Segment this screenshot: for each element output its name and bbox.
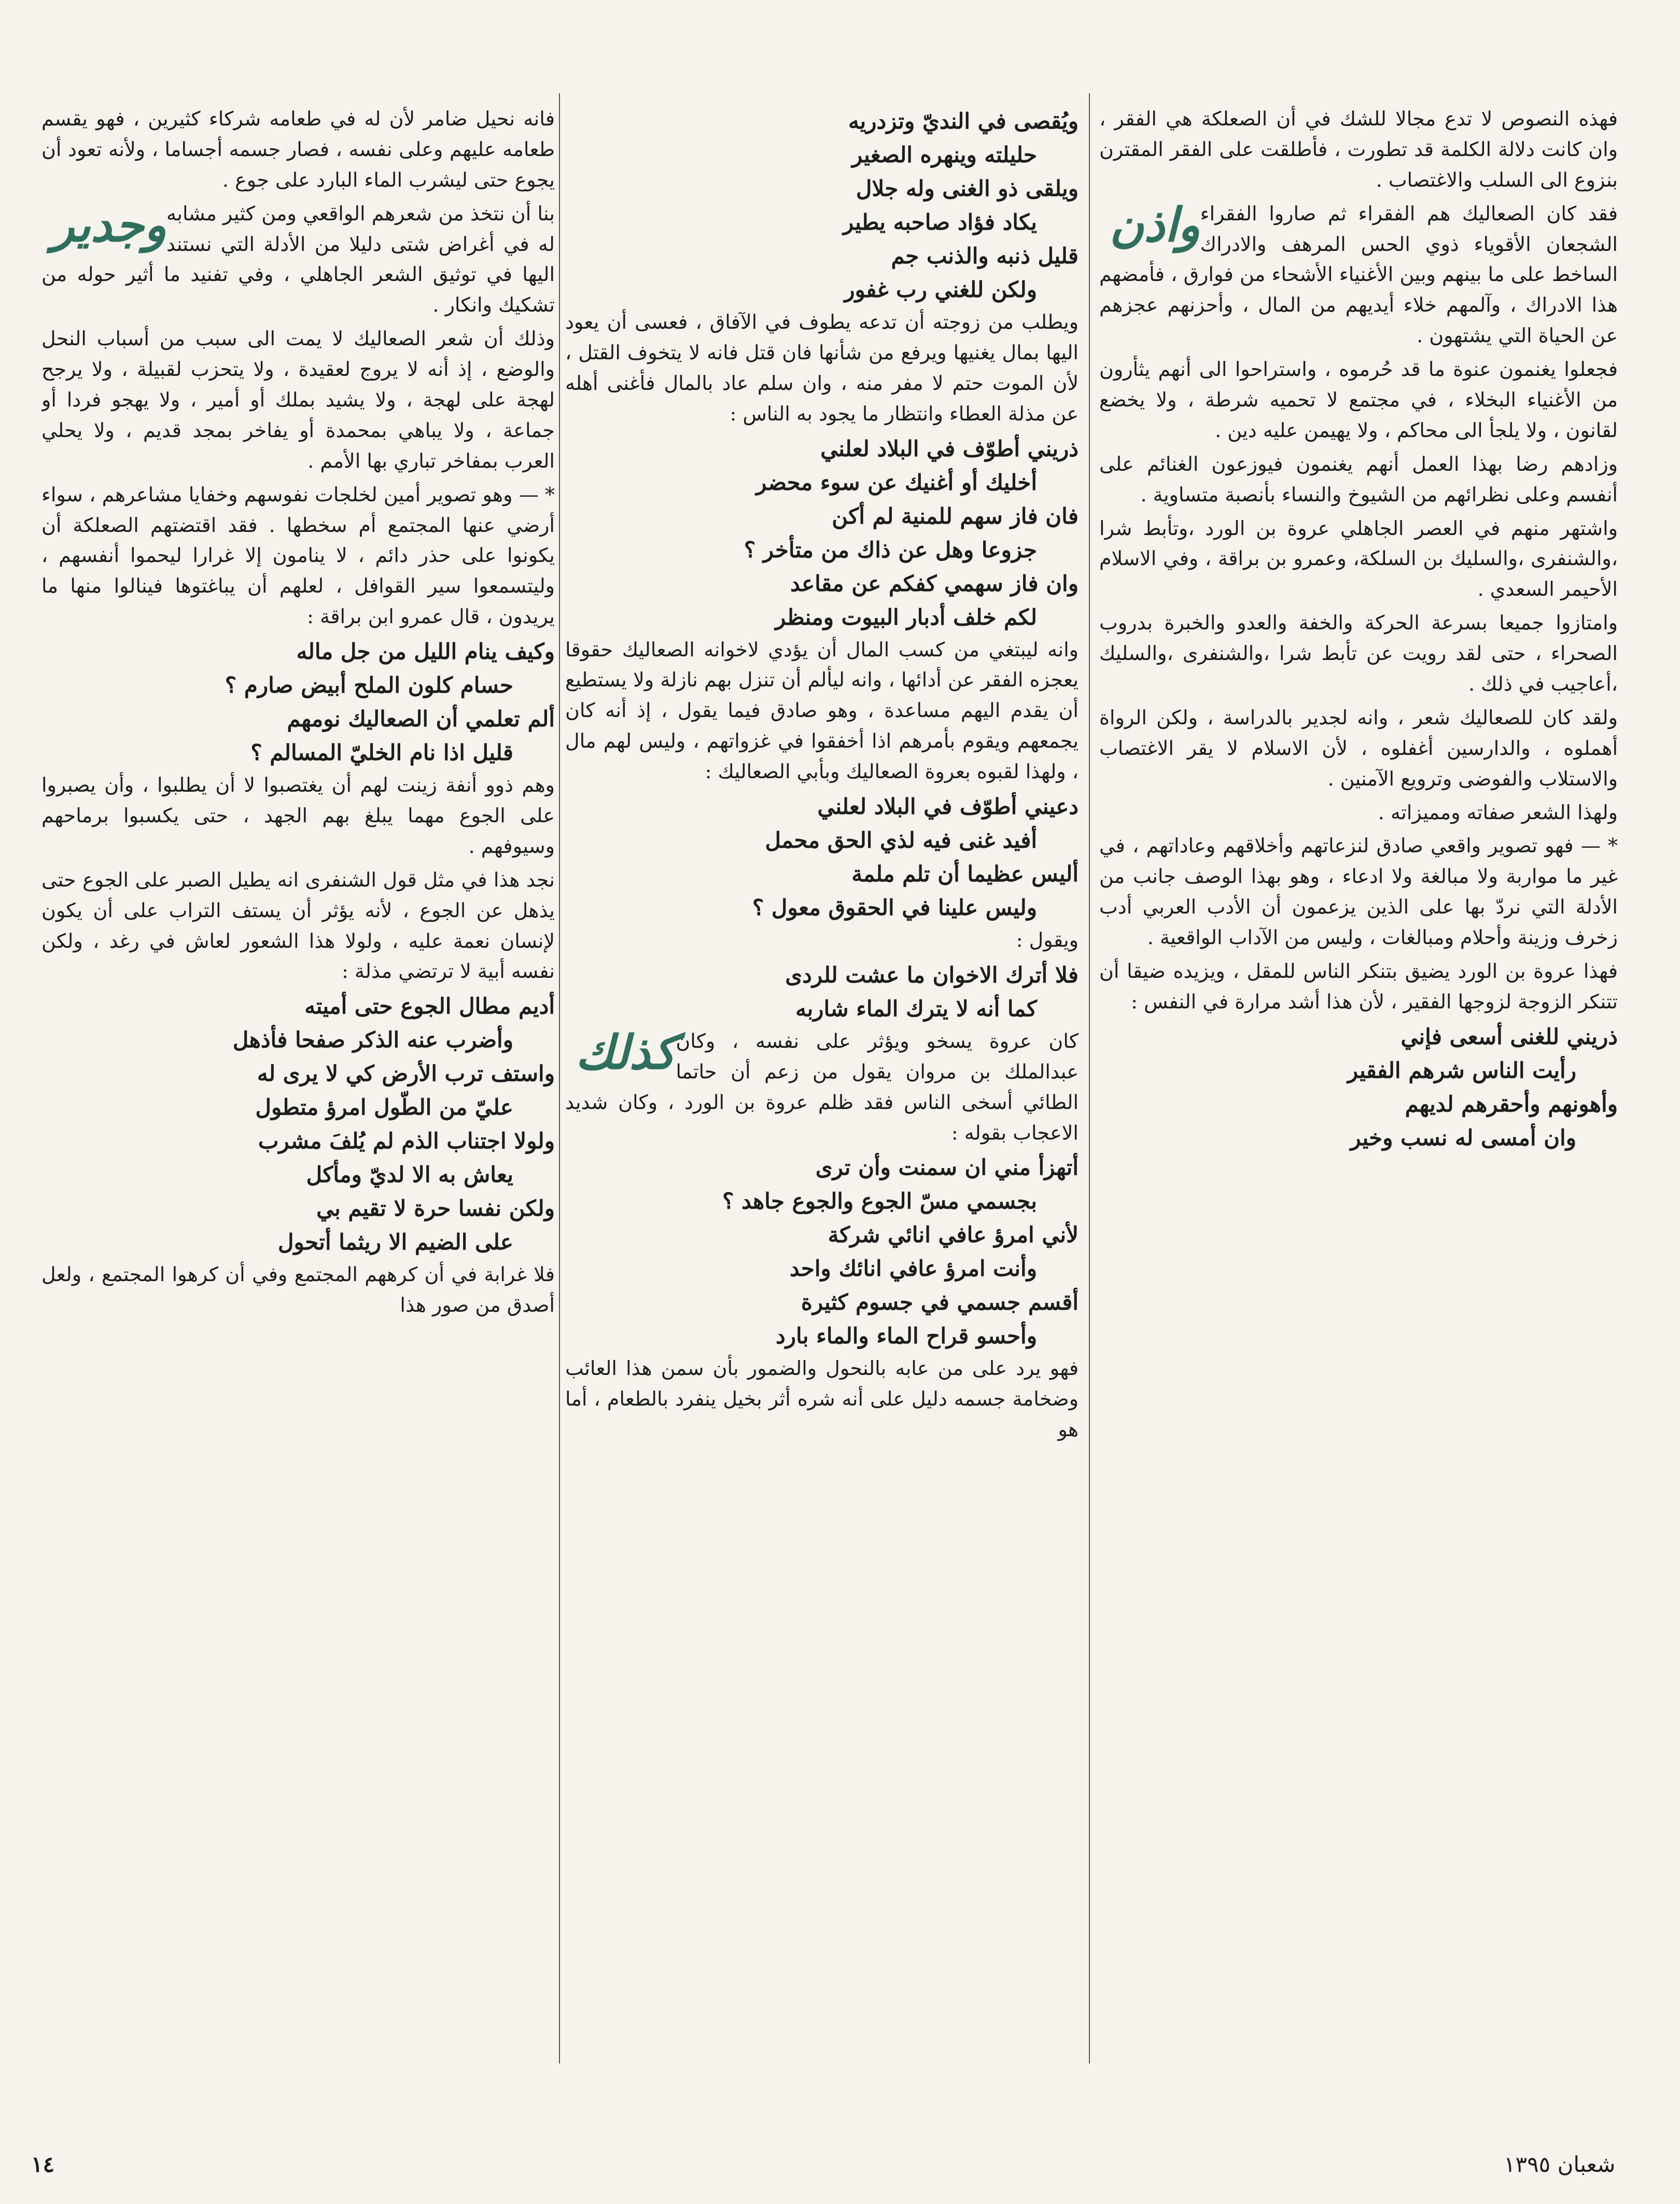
paragraph: * — وهو تصوير أمين لخلجات نفوسهم وخفايا مشاعرهم ، سواء أرضي عنها المجتمع أم سخطها . فقد اقتضتهم الصعلكة أن يكونوا على حذر دائم ، لا ينامون إلا غرارا ليحموا أنفسهم ، وليتسمعوا سير القوافل ، لعلهم أن يباغتوها فينالوا منها ما يريدون ، قال عمرو ابن براقة : bbox=[41, 483, 555, 628]
poem-verse: واستف ترب الأرض كي لا يرى له bbox=[257, 1061, 555, 1087]
poem-verse: قليل ذنبه والذنب جم bbox=[891, 243, 1079, 269]
poem-verse: رأيت الناس شرهم الفقير bbox=[1347, 1057, 1576, 1083]
poem-verse: بجسمي مسّ الجوع والجوع جاهد ؟ bbox=[722, 1188, 1037, 1214]
paragraph: فانه نحيل ضامر لأن له في طعامه شركاء كثيرين ، فهو يقسم طعامه عليهم وعلى نفسه ، فصار جسمه أجساما ، ولأنه تعود أن يجوع حتى ليشرب الماء البارد على جوع . bbox=[41, 107, 555, 191]
paragraph: واشتهر منهم في العصر الجاهلي عروة بن الورد ،وتأبط شرا ،والشنفرى ،والسليك بن السلكة، وعمرو بن براقة ، وفي الاسلام الأحيمر السعدي . bbox=[1099, 516, 1618, 601]
paragraph: فهو يرد على من عابه بالنحول والضمور بأن سمن هذا العائب وضخامة جسمه دليل على أنه شره أثر بخيل ينفرد بالطعام ، أما هو bbox=[565, 1357, 1079, 1441]
paragraph: فهذه النصوص لا تدع مجالا للشك في أن الصعلكة هي الفقر ، وان كانت دلالة الكلمة قد تطورت ، فأطلقت على الفقر المقترن بنزوع الى السلب والاغتصاب . bbox=[1099, 107, 1618, 191]
column-rule-right bbox=[1089, 93, 1090, 2063]
paragraph: وزادهم رضا بهذا العمل أنهم يغنمون فيوزعون الغنائم على أنفسم وعلى نظرائهم من الشيوخ والنساء بأنصبة متساوية . bbox=[1099, 452, 1618, 506]
paragraph: فجعلوا يغنمون عنوة ما قد حُرموه ، واستراحوا الى أنهم يثأرون من الأغنياء البخلاء ، في مجتمع لا تحميه شرطة ، ولا يخضع لقانون ، ولا يلجأ الى محاكم ، ولا يهيمن عليه دين . bbox=[1099, 358, 1618, 442]
paragraph: * — فهو تصوير واقعي صادق لنزعاتهم وأخلاقهم وعاداتهم ، في غير ما مواربة ولا مبالغة ولا ادعاء ، وهو بهذا الوصف جانب من الأدلة التي نردّ بها على الذين يزعمون أن الأدب العربي أدب زخرف وزينة وأحلام ومبالغات ، وليس من الآداب الواقعية . bbox=[1099, 834, 1618, 949]
poem-verse: لأني امرؤ عافي انائي شركة bbox=[828, 1222, 1079, 1248]
poem-verse: أقسم جسمي في جسوم كثيرة bbox=[801, 1289, 1079, 1315]
poem-verse: ولولا اجتناب الذم لم يُلفَ مشرب bbox=[258, 1128, 555, 1154]
poem-verse: ويُقصى في النديّ وتزدريه bbox=[848, 108, 1079, 134]
paragraph: وامتازوا جميعا بسرعة الحركة والخفة والعدو والخبرة بدروب الصحراء ، حتى لقد رويت عن تأبط شرا ،والشنفرى ،والسليك ،أعاجيب في ذلك . bbox=[1099, 611, 1618, 696]
poem-verse: وأحسو قراح الماء والماء بارد bbox=[776, 1323, 1037, 1349]
paragraph: ولهذا الشعر صفاته ومميزاته . bbox=[1378, 801, 1618, 824]
article-column-right bbox=[1099, 104, 1618, 2058]
paragraph: وهم ذوو أنفة زينت لهم أن يغتصبوا لا أن يطلبوا ، وأن يصبروا على الجوع مهما يبلغ بهم الجهد ، حتى يكسبوا برماحهم وسيوفهم . bbox=[41, 774, 555, 858]
poem-verse: أفيد غنى فيه لذي الحق محمل bbox=[765, 827, 1037, 853]
poem-verse: فان فاز سهم للمنية لم أكن bbox=[832, 503, 1079, 529]
paragraph: فهذا عروة بن الورد يضيق بتنكر الناس للمقل ، ويزيده ضيقا أن تتنكر الزوجة لزوجها الفقير ، لأن هذا أشد مرارة في النفس : bbox=[1099, 960, 1618, 1013]
column-rule-left bbox=[559, 93, 560, 2063]
paragraph: وانه ليبتغي من كسب المال أن يؤدي لاخوانه الصعاليك حقوقا يعجزه الفقر عن أدائها ، وانه ليألم أن تنزل بهم نازلة ولا يستطيع أن يقدم اليهم مساعدة ، وهو صادق فيما يقول ، إذ أنه كان يجمعهم ويقوم بأمرهم اذا أخفقوا في غزواتهم ، وليس لهم مال ، ولهذا لقبوه بعروة الصعاليك وبأبي الصعاليك : bbox=[565, 638, 1079, 783]
issue-date: شعبان ١٣٩٥ bbox=[1504, 2152, 1616, 2177]
paragraph: نجد هذا في مثل قول الشنفرى انه يطيل الصبر على الجوع حتى يذهل عن الجوع ، لأنه يؤثر أن يستف التراب على أن يكون لإنسان نعمة عليه ، ولولا هذا الشعور لعاش في رغد ، ولكن نفسه أبية لا ترتضي مذلة : bbox=[41, 868, 555, 983]
page-number: ١٤ bbox=[31, 2152, 55, 2177]
article-column-left bbox=[41, 104, 555, 2058]
poem-verse: وأهونهم وأحقرهم لديهم bbox=[1405, 1091, 1618, 1117]
poem-verse: كما أنه لا يترك الماء شاربه bbox=[795, 995, 1037, 1021]
poem-verse: فلا أترك الاخوان ما عشت للردى bbox=[785, 962, 1079, 988]
paragraph: فقد كان الصعاليك هم الفقراء ثم صاروا الفقراء الشجعان الأقوياء ذوي الحس المرهف والادراك الساخط على ما بينهم وبين الأغنياء الأشحاء من فوارق ، فأمضهم هذا الادراك ، وآلمهم خلاء أيديهم من المال ، وأحزنهم عجزهم عن الحياة التي يشتهون . bbox=[1099, 202, 1618, 347]
poem-verse: وليس علينا في الحقوق معول ؟ bbox=[752, 895, 1037, 921]
poem-verse: على الضيم الا ريثما أتحول bbox=[277, 1229, 513, 1255]
poem-verse: دعيني أطوّف في البلاد لعلني bbox=[817, 794, 1079, 820]
poem-verse: ذريني أطوّف في البلاد لعلني bbox=[820, 436, 1079, 461]
poem-verse: أتهزأ مني ان سمنت وأن ترى bbox=[815, 1155, 1079, 1181]
poem-verse: وكيف ينام الليل من جل ماله bbox=[296, 639, 555, 665]
paragraph: كان عروة يسخو ويؤثر على نفسه ، وكان عبدالملك بن مروان يقول من زعم أن حاتما الطائي أسخى الناس فقد ظلم عروة بن الورد ، وكان شديد الاعجاب بقوله : bbox=[565, 1029, 1079, 1144]
poem-verse: وان أمسى له نسب وخير bbox=[1350, 1125, 1576, 1150]
paragraph: ولقد كان للصعاليك شعر ، وانه لجدير بالدراسة ، ولكن الرواة أهملوه ، والدارسين أغفلوه ، لأن الاسلام لا يقر الاغتصاب والاستلاب والفوضى وترويع الآمنين . bbox=[1099, 706, 1618, 790]
poem-verse: حليلته وينهره الصغير bbox=[851, 142, 1037, 167]
article-column-middle bbox=[565, 104, 1079, 2058]
paragraph: وذلك أن شعر الصعاليك لا يمت الى سبب من أسباب النحل والوضع ، إذ أنه لا يروج لعقيدة ، ولا يتحزب لقبيلة ، ولا يرجح لهجة على لهجة ، ولا يشيد بملك أو أمير ، ولا يهجو فردا أو جماعة ، ولا يباهي بمحمدة أو يفاخر بمجد قديم ، ولا يحلي العرب بمفاخر تباري بها الأمم . bbox=[41, 327, 555, 472]
poem-verse: جزوعا وهل عن ذاك من متأخر ؟ bbox=[744, 537, 1037, 563]
poem-verse: أخليك أو أغنيك عن سوء محضر bbox=[756, 469, 1037, 495]
paragraph: ويقول : bbox=[1016, 929, 1079, 952]
decorative-heading: كذلك bbox=[576, 1024, 676, 1080]
paragraph: ويطلب من زوجته أن تدعه يطوف في الآفاق ، فعسى أن يعود اليها بمال يغنيها ويرفع من شأنها فان قتل فانه لا يتخوف القتل ، لأن الموت حتم لا مفر منه ، وان سلم عاد بالمال فأغنى أهله عن مذلة العطاء وانتظار ما يجود به الناس : bbox=[565, 311, 1079, 425]
poem-verse: وأضرب عنه الذكر صفحا فأذهل bbox=[232, 1027, 513, 1053]
poem-verse: ألم تعلمي أن الصعاليك نومهم bbox=[287, 706, 555, 732]
paragraph: فلا غرابة في أن كرههم المجتمع وفي أن كرهوا المجتمع ، ولعل أصدق من صور هذا bbox=[41, 1263, 555, 1317]
poem-verse: يعاش به الا لديّ ومأكل bbox=[306, 1162, 513, 1188]
paragraph: بنا أن نتخذ من شعرهم الواقعي ومن كثير مشابه له في أغراض شتى دليلا من الأدلة التي نستند اليها في توثيق الشعر الجاهلي ، وفي تفنيد ما أثير حوله من تشكيك وانكار . bbox=[41, 202, 555, 317]
poem-verse: وأنت امرؤ عافي انائك واحد bbox=[789, 1256, 1037, 1282]
poem-verse: وان فاز سهمي كفكم عن مقاعد bbox=[790, 570, 1079, 596]
poem-verse: عليّ من الطّول امرؤ متطول bbox=[255, 1094, 513, 1120]
poem-verse: يكاد فؤاد صاحبه يطير bbox=[843, 209, 1037, 235]
poem-verse: ولكن نفسا حرة لا تقيم بي bbox=[316, 1196, 555, 1222]
poem-verse: ذريني للغنى أسعى فإني bbox=[1401, 1023, 1618, 1049]
poem-verse: أليس عظيما أن تلم ملمة bbox=[851, 861, 1079, 887]
decorative-heading: واذن bbox=[1110, 197, 1200, 252]
poem-verse: ولكن للغني رب غفور bbox=[844, 277, 1037, 302]
poem-verse: أديم مطال الجوع حتى أميته bbox=[304, 993, 555, 1019]
poem-verse: قليل اذا نام الخليّ المسالم ؟ bbox=[250, 740, 513, 766]
decorative-heading: وجدير bbox=[52, 197, 167, 252]
poem-verse: حسام كلون الملح أبيض صارم ؟ bbox=[225, 672, 513, 698]
poem-verse: ويلقى ذو الغنى وله جلال bbox=[856, 176, 1079, 201]
poem-verse: لكم خلف أدبار البيوت ومنظر bbox=[775, 604, 1037, 630]
